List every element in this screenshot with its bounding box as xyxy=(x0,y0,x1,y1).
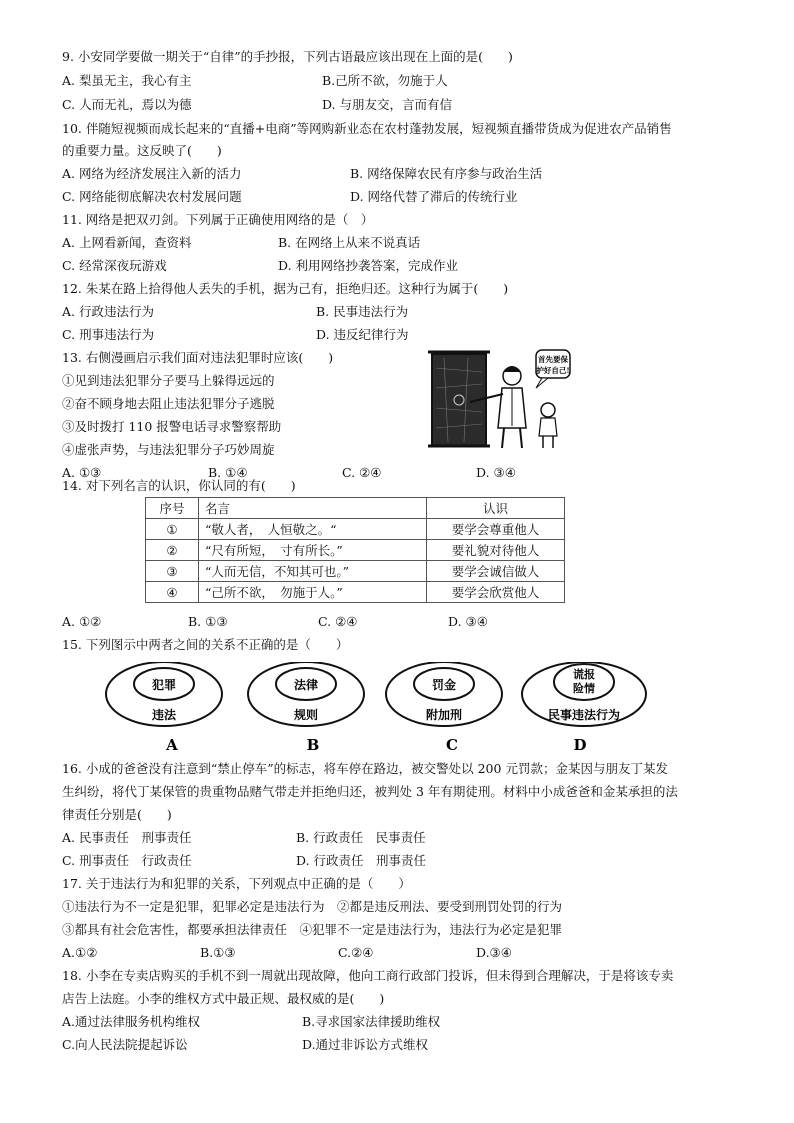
q14-stem: 14. 对下列名言的认识，你认同的有( ) xyxy=(62,478,296,493)
q16-stem-line3: 律责任分别是( ) xyxy=(62,807,172,822)
row-index: ③ xyxy=(146,561,199,582)
q16-option-a: A. 民事责任 刑事责任 xyxy=(62,830,192,845)
q16-option-d: D. 行政责任 刑事责任 xyxy=(296,853,427,868)
q18-option-a: A.通过法律服务机构维权 xyxy=(62,1014,201,1029)
q16-option-c: C. 刑事责任 行政责任 xyxy=(62,853,192,868)
q10-option-b: B. 网络保障农民有序参与政治生活 xyxy=(350,166,543,181)
q15-venn-figures xyxy=(100,662,660,754)
q18-option-b: B.寻求国家法律援助维权 xyxy=(302,1014,441,1029)
q14-option-a: A. ①② xyxy=(62,614,102,629)
row-understanding: 要礼貌对待他人 xyxy=(427,540,565,561)
q18-stem-line1: 18. 小李在专卖店购买的手机不到一周就出现故障，他向工商行政部门投诉，但未得到合理解决，于是将该专卖 xyxy=(62,968,674,983)
figure-d-inner-line2: 险情 xyxy=(573,682,595,695)
q11-option-d: D. 利用网络抄袭答案，完成作业 xyxy=(278,258,459,273)
police-teaching-cartoon xyxy=(424,348,572,452)
q16-option-b: B. 行政责任 民事责任 xyxy=(296,830,426,845)
q11-stem: 11. 网络是把双刃剑。下列属于正确使用网络的是（ ） xyxy=(62,212,374,227)
q17-stem: 17. 关于违法行为和犯罪的关系，下列观点中正确的是（ ） xyxy=(62,876,411,891)
q11-option-c: C. 经常深夜玩游戏 xyxy=(62,258,167,273)
row-quote: “尺有所短， 寸有所长。” xyxy=(199,540,427,561)
figure-b xyxy=(248,662,364,754)
figure-a-letter: A xyxy=(166,736,178,754)
figure-a-outer: 违法 xyxy=(151,708,177,722)
figure-b-inner: 法律 xyxy=(293,678,319,692)
figure-b-outer: 规则 xyxy=(293,708,319,722)
q15-stem: 15. 下列图示中两者之间的关系不正确的是（ ） xyxy=(62,637,349,652)
q14-option-c: C. ②④ xyxy=(318,614,358,629)
q9-option-d: D. 与朋友交，言而有信 xyxy=(322,97,453,112)
table-row xyxy=(146,561,565,582)
q13-stem: 13. 右侧漫画启示我们面对违法犯罪时应该( ) xyxy=(62,350,334,365)
q11-option-a: A. 上网看新闻，查资料 xyxy=(62,235,192,250)
q14-option-b: B. ①③ xyxy=(188,614,228,629)
q17-line1: ①违法行为不一定是犯罪，犯罪必定是违法行为 ②都是违反刑法、要受到刑罚处罚的行为 xyxy=(62,899,563,914)
header-understanding: 认识 xyxy=(427,498,565,519)
q13-item-1: ①见到违法犯罪分子要马上躲得远远的 xyxy=(62,373,275,388)
q16-stem-line2: 生纠纷，将代丁某保管的贵重物品赌气带走并拒绝归还，被判处 3 年有期徒刑。材料中小成爸爸和金某承担的法 xyxy=(62,784,678,799)
q18-option-c: C.向人民法院提起诉讼 xyxy=(62,1037,188,1052)
row-quote: “己所不欲， 勿施于人。” xyxy=(199,582,427,603)
bubble-text-line2: 护好自己! xyxy=(536,366,570,375)
q13-option-d: D. ③④ xyxy=(476,465,516,480)
q9-option-a: A. 梨虽无主，我心有主 xyxy=(62,73,192,88)
figure-c xyxy=(386,662,502,754)
q14-table xyxy=(145,497,565,603)
figure-d-letter: D xyxy=(573,736,587,754)
row-index: ④ xyxy=(146,582,199,603)
q17-line2: ③都具有社会危害性，都要承担法律责任 ④犯罪不一定是违法行为，违法行为必定是犯罪 xyxy=(62,922,563,937)
figure-d-outer: 民事违法行为 xyxy=(547,708,621,722)
q13-option-c: C. ②④ xyxy=(342,465,382,480)
q17-option-c: C.②④ xyxy=(338,945,374,960)
q11-option-b: B. 在网络上从来不说真话 xyxy=(278,235,421,250)
header-quote: 名言 xyxy=(199,498,427,519)
q13-option-a: A. ①③ xyxy=(62,465,102,480)
q14-option-d: D. ③④ xyxy=(448,614,488,629)
figure-a xyxy=(106,662,222,754)
q13-item-2: ②奋不顾身地去阻止违法犯罪分子逃脱 xyxy=(62,396,275,411)
figure-b-letter: B xyxy=(306,736,320,754)
q18-stem-line2: 店告上法庭。小李的维权方式中最正规、最权威的是( ) xyxy=(62,991,385,1006)
q17-option-a: A.①② xyxy=(62,945,98,960)
q12-option-a: A. 行政违法行为 xyxy=(62,304,154,319)
q12-stem: 12. 朱某在路上拾得他人丢失的手机，据为己有，拒绝归还。这种行为属于( ) xyxy=(62,281,509,296)
row-quote: “敬人者， 人恒敬之。“ xyxy=(199,519,427,540)
row-index: ① xyxy=(146,519,199,540)
q18-option-d: D.通过非诉讼方式维权 xyxy=(302,1037,429,1052)
figure-c-letter: C xyxy=(446,736,458,754)
table-header-row xyxy=(146,498,565,519)
q12-option-b: B. 民事违法行为 xyxy=(316,304,409,319)
figure-d xyxy=(522,662,646,754)
row-understanding: 要学会尊重他人 xyxy=(427,519,565,540)
q13-item-3: ③及时拨打 110 报警电话寻求警察帮助 xyxy=(62,419,282,434)
q17-option-d: D.③④ xyxy=(476,945,512,960)
q10-option-a: A. 网络为经济发展注入新的活力 xyxy=(62,166,242,181)
figure-c-outer: 附加刑 xyxy=(425,708,463,722)
q17-option-b: B.①③ xyxy=(200,945,236,960)
figure-c-inner: 罚金 xyxy=(431,678,457,692)
q10-stem-line1: 10. 伴随短视频而成长起来的“直播+电商”等网购新业态在农村蓬勃发展，短视频直播带货成为促进农产品销售 xyxy=(62,121,672,136)
q13-item-4: ④虚张声势，与违法犯罪分子巧妙周旋 xyxy=(62,442,275,457)
q9-stem: 9. 小安同学要做一期关于“自律”的手抄报，下列古语最应该出现在上面的是( ) xyxy=(62,49,513,64)
row-understanding: 要学会欣赏他人 xyxy=(427,582,565,603)
q10-option-c: C. 网络能彻底解决农村发展问题 xyxy=(62,189,242,204)
q13-option-b: B. ①④ xyxy=(208,465,248,480)
figure-d-inner-line1: 谎报 xyxy=(573,668,595,681)
q9-option-c: C. 人而无礼，焉以为德 xyxy=(62,97,192,112)
figure-a-inner: 犯罪 xyxy=(151,678,177,692)
q10-option-d: D. 网络代替了滞后的传统行业 xyxy=(350,189,518,204)
table-row xyxy=(146,582,565,603)
q12-option-d: D. 违反纪律行为 xyxy=(316,327,409,342)
row-understanding: 要学会诚信做人 xyxy=(427,561,565,582)
bubble-text-line1: 首先要保 xyxy=(538,355,568,364)
table-row xyxy=(146,519,565,540)
q16-stem-line1: 16. 小成的爸爸没有注意到“禁止停车”的标志，将车停在路边，被交警处以 200 元罚款；金某因与朋友丁某发 xyxy=(62,761,668,776)
table-row xyxy=(146,540,565,561)
row-quote: “人而无信，不知其可也。” xyxy=(199,561,427,582)
header-index: 序号 xyxy=(146,498,199,519)
q9-option-b: B.己所不欲，勿施于人 xyxy=(322,73,448,88)
q12-option-c: C. 刑事违法行为 xyxy=(62,327,155,342)
row-index: ② xyxy=(146,540,199,561)
q10-stem-line2: 的重要力量。这反映了( ) xyxy=(62,143,222,158)
